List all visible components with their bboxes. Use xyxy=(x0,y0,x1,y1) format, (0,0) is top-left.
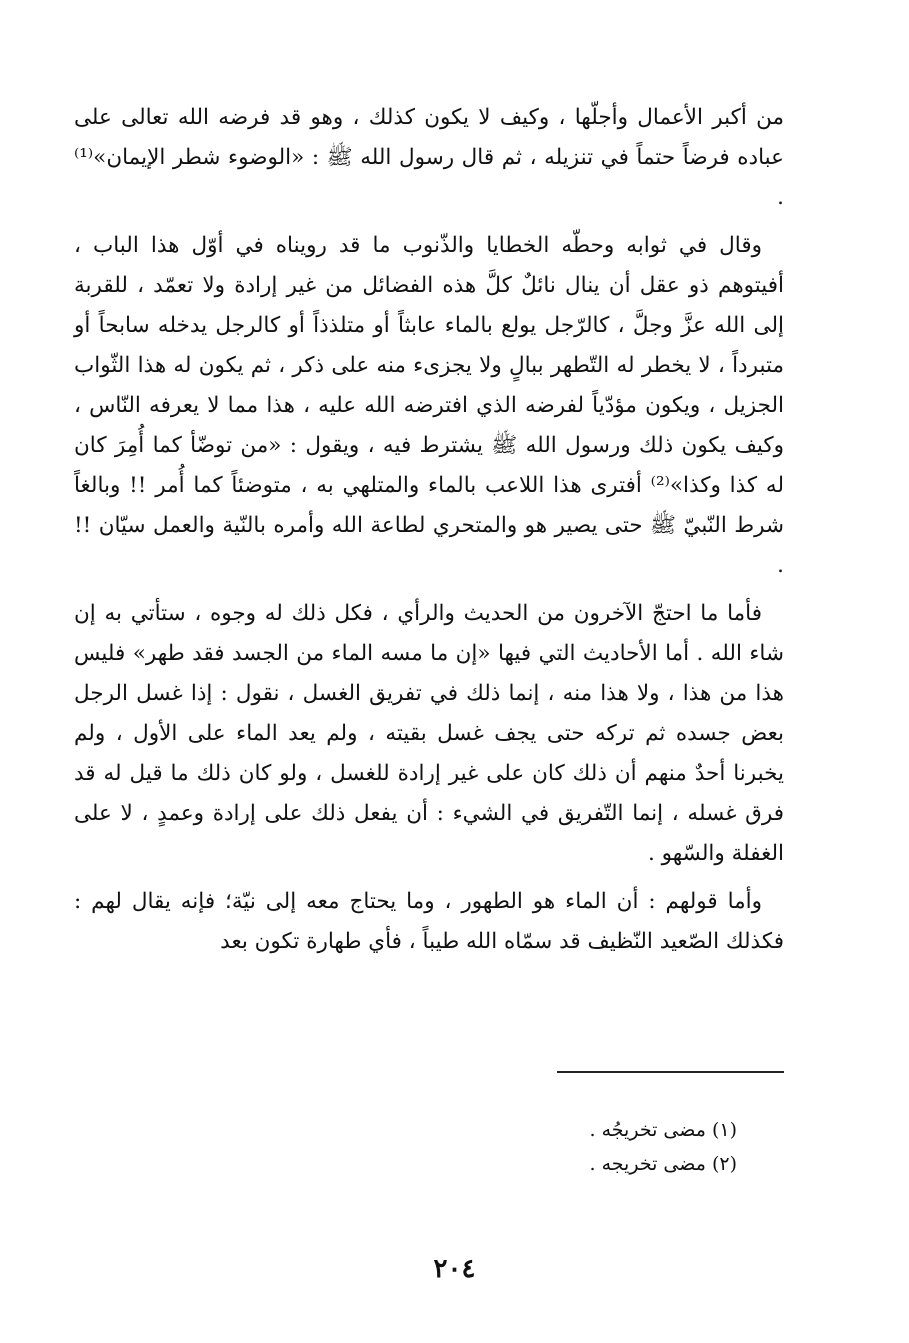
footnotes xyxy=(337,1113,737,1181)
paragraph-1: من أكبر الأعمال وأجلّها ، وكيف لا يكون كذلك ، وهو قد فرضه الله تعالى على عباده فرضاً حتماً في تنزيله ، ثم قال رسول الله ﷺ : «الوضوء شطر الإيمان»⁽¹⁾ . xyxy=(74,105,784,210)
paragraph-2: وقال في ثوابه وحطّه الخطايا والذّنوب ما قد رويناه في أوّل هذا الباب ، أفيتوهم ذو عقل أن ينال نائلٌ كلَّ هذه الفضائل من غير إرادة ولا تعمّد ، للقربة إلى الله عزَّ وجلَّ ، كالرّجل يولع بالماء عابثاً أو متلذذاً أو كالرجل يدخله سابحاً أو متبرداً ، لا يخطر له التّطهر ببالٍ ولا يجزىء منه على ذكر ، ثم يكون له هذا الثّواب الجزيل ، ويكون مؤدّياً لفرضه الذي افترضه الله عليه ، هذا مما لا يعرفه النّاس ، وكيف يكون ذلك ورسول الله ﷺ يشترط فيه ، ويقول : «من توضّأ كما أُمِرَ كان له كذا وكذا»⁽²⁾ أفترى هذا اللاعب بالماء والمتلهي به ، متوضئاً كما أُمر !! وبالغاً شرط النّبيّ ﷺ حتى يصير هو والمتحري لطاعة الله وأمره بالنّية والعمل سيّان !! . xyxy=(74,233,784,578)
footnote-divider xyxy=(557,1071,784,1073)
footnote-1: (١) مضى تخريجُه . xyxy=(589,1119,737,1141)
main-text xyxy=(74,98,784,970)
paragraph-3: فأما ما احتجّ الآخرون من الحديث والرأي ، فكل ذلك له وجوه ، ستأتي به إن شاء الله . أما الأحاديث التي فيها «إن ما مسه الماء من الجسد فقد طهر» فليس هذا من هذا ، ولا هذا منه ، إنما ذلك في تفريق الغسل ، نقول : إذا غسل الرجل بعض جسده ثم تركه حتى يجف غسل بقيته ، ولم يعد الماء على الأول ، ولم يخبرنا أحدٌ منهم أن ذلك كان على غير إرادة للغسل ، ولو كان ذلك ما قيل له قد فرق غسله ، إنما التّفريق في الشيء : أن يفعل ذلك على إرادة وعمدٍ ، لا على الغفلة والسّهو . xyxy=(74,601,784,866)
page-number: ٢٠٤ xyxy=(433,1254,476,1284)
footnote-2: (٢) مضى تخريجه . xyxy=(589,1153,737,1175)
paragraph-4: وأما قولهم : أن الماء هو الطهور ، وما يحتاج معه إلى نيّة؛ فإنه يقال لهم : فكذلك الصّعيد النّظيف قد سمّاه الله طيباً ، فأي طهارة تكون بعد xyxy=(74,889,784,954)
